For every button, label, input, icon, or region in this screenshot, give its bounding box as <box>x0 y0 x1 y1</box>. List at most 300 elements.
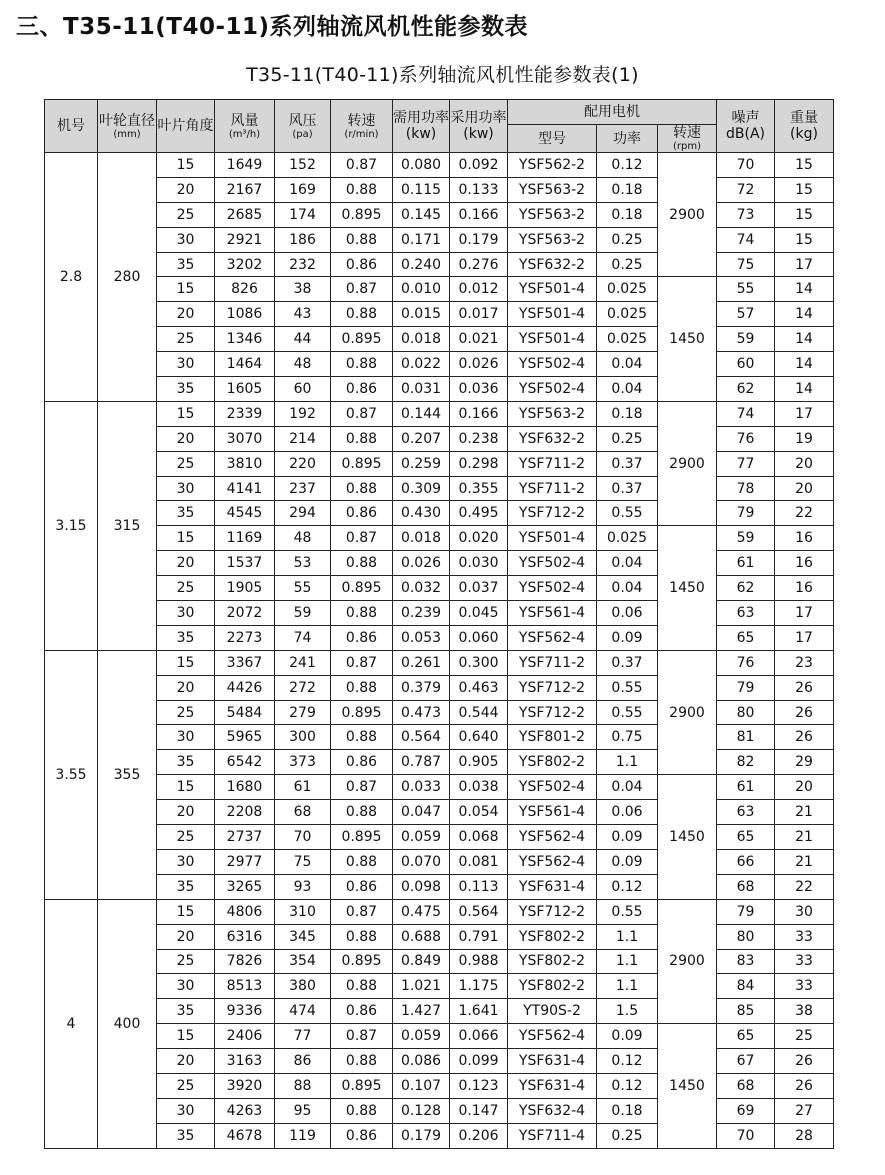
cell-speed: 0.88 <box>331 974 393 999</box>
header-pressure: 风压 (pa) <box>275 100 331 153</box>
cell-blade-angle: 25 <box>157 576 215 601</box>
cell-adopted-power: 0.791 <box>450 924 508 949</box>
cell-impeller-diameter: 400 <box>98 899 157 1148</box>
cell-speed: 0.88 <box>331 476 393 501</box>
cell-motor-power: 0.025 <box>597 277 658 302</box>
cell-motor-model: YSF562-2 <box>508 153 597 178</box>
cell-motor-model: YSF501-4 <box>508 277 597 302</box>
cell-pressure: 241 <box>275 650 331 675</box>
cell-blade-angle: 35 <box>157 377 215 402</box>
cell-required-power: 0.564 <box>393 725 450 750</box>
cell-motor-power: 0.04 <box>597 775 658 800</box>
cell-noise: 81 <box>717 725 775 750</box>
cell-impeller-diameter: 355 <box>98 650 157 899</box>
header-air-volume: 风量 (m³/h) <box>215 100 275 153</box>
cell-adopted-power: 1.641 <box>450 999 508 1024</box>
cell-adopted-power: 0.123 <box>450 1073 508 1098</box>
cell-required-power: 0.047 <box>393 800 450 825</box>
table-row <box>45 899 834 924</box>
cell-air-volume: 1346 <box>215 327 275 352</box>
cell-air-volume: 1905 <box>215 576 275 601</box>
cell-pressure: 373 <box>275 750 331 775</box>
cell-noise: 59 <box>717 327 775 352</box>
cell-air-volume: 4678 <box>215 1123 275 1148</box>
cell-noise: 62 <box>717 377 775 402</box>
cell-air-volume: 3920 <box>215 1073 275 1098</box>
cell-air-volume: 3810 <box>215 451 275 476</box>
cell-noise: 85 <box>717 999 775 1024</box>
cell-machine-no: 3.15 <box>45 401 98 650</box>
cell-air-volume: 2273 <box>215 625 275 650</box>
table-row <box>45 526 834 551</box>
cell-motor-model: YSF563-2 <box>508 202 597 227</box>
cell-required-power: 0.207 <box>393 426 450 451</box>
cell-speed: 0.895 <box>331 700 393 725</box>
cell-speed: 0.87 <box>331 277 393 302</box>
cell-noise: 82 <box>717 750 775 775</box>
cell-motor-model: YSF561-4 <box>508 800 597 825</box>
cell-pressure: 279 <box>275 700 331 725</box>
cell-noise: 84 <box>717 974 775 999</box>
cell-pressure: 186 <box>275 227 331 252</box>
cell-impeller-diameter: 280 <box>98 153 157 402</box>
cell-adopted-power: 0.300 <box>450 650 508 675</box>
cell-required-power: 0.145 <box>393 202 450 227</box>
cell-pressure: 272 <box>275 675 331 700</box>
cell-adopted-power: 0.045 <box>450 601 508 626</box>
cell-motor-speed: 1450 <box>658 1024 717 1148</box>
cell-weight: 26 <box>775 1049 834 1074</box>
cell-speed: 0.86 <box>331 1123 393 1148</box>
cell-adopted-power: 0.147 <box>450 1098 508 1123</box>
cell-motor-power: 0.25 <box>597 252 658 277</box>
cell-motor-power: 0.06 <box>597 800 658 825</box>
cell-motor-model: YSF563-2 <box>508 177 597 202</box>
cell-motor-power: 0.18 <box>597 1098 658 1123</box>
cell-required-power: 1.427 <box>393 999 450 1024</box>
cell-adopted-power: 0.463 <box>450 675 508 700</box>
header-impeller-diameter: 叶轮直径 (mm) <box>98 100 157 153</box>
cell-pressure: 169 <box>275 177 331 202</box>
cell-noise: 72 <box>717 177 775 202</box>
cell-blade-angle: 25 <box>157 949 215 974</box>
cell-weight: 29 <box>775 750 834 775</box>
cell-blade-angle: 15 <box>157 899 215 924</box>
cell-motor-model: YSF631-4 <box>508 1073 597 1098</box>
cell-blade-angle: 30 <box>157 352 215 377</box>
cell-blade-angle: 20 <box>157 800 215 825</box>
cell-pressure: 53 <box>275 551 331 576</box>
cell-speed: 0.87 <box>331 526 393 551</box>
cell-speed: 0.895 <box>331 1073 393 1098</box>
cell-weight: 26 <box>775 1073 834 1098</box>
cell-motor-model: YSF562-4 <box>508 825 597 850</box>
cell-required-power: 0.031 <box>393 377 450 402</box>
cell-required-power: 0.261 <box>393 650 450 675</box>
cell-weight: 17 <box>775 252 834 277</box>
cell-blade-angle: 35 <box>157 750 215 775</box>
cell-pressure: 95 <box>275 1098 331 1123</box>
cell-adopted-power: 0.066 <box>450 1024 508 1049</box>
cell-required-power: 0.473 <box>393 700 450 725</box>
cell-noise: 69 <box>717 1098 775 1123</box>
cell-pressure: 77 <box>275 1024 331 1049</box>
cell-blade-angle: 15 <box>157 775 215 800</box>
cell-motor-power: 0.37 <box>597 650 658 675</box>
cell-motor-speed: 1450 <box>658 526 717 650</box>
cell-weight: 14 <box>775 327 834 352</box>
cell-weight: 14 <box>775 277 834 302</box>
cell-motor-model: YSF502-4 <box>508 377 597 402</box>
cell-pressure: 192 <box>275 401 331 426</box>
cell-noise: 59 <box>717 526 775 551</box>
cell-pressure: 60 <box>275 377 331 402</box>
cell-motor-model: YSF632-2 <box>508 252 597 277</box>
cell-noise: 79 <box>717 675 775 700</box>
cell-speed: 0.88 <box>331 352 393 377</box>
cell-noise: 57 <box>717 302 775 327</box>
cell-weight: 19 <box>775 426 834 451</box>
cell-weight: 16 <box>775 526 834 551</box>
cell-adopted-power: 0.081 <box>450 849 508 874</box>
header-motor: 配用电机 <box>508 100 717 125</box>
cell-blade-angle: 35 <box>157 501 215 526</box>
cell-weight: 17 <box>775 625 834 650</box>
cell-air-volume: 2072 <box>215 601 275 626</box>
cell-blade-angle: 20 <box>157 177 215 202</box>
cell-noise: 67 <box>717 1049 775 1074</box>
cell-motor-power: 0.09 <box>597 825 658 850</box>
cell-adopted-power: 0.166 <box>450 401 508 426</box>
cell-machine-no: 3.55 <box>45 650 98 899</box>
cell-motor-model: YSF712-2 <box>508 899 597 924</box>
cell-air-volume: 3202 <box>215 252 275 277</box>
cell-adopted-power: 0.640 <box>450 725 508 750</box>
cell-motor-model: YSF631-4 <box>508 874 597 899</box>
cell-air-volume: 2167 <box>215 177 275 202</box>
cell-machine-no: 4 <box>45 899 98 1148</box>
cell-noise: 80 <box>717 700 775 725</box>
cell-motor-power: 0.025 <box>597 526 658 551</box>
cell-pressure: 48 <box>275 352 331 377</box>
cell-required-power: 0.688 <box>393 924 450 949</box>
cell-required-power: 0.018 <box>393 327 450 352</box>
cell-air-volume: 1537 <box>215 551 275 576</box>
cell-required-power: 0.379 <box>393 675 450 700</box>
cell-blade-angle: 30 <box>157 725 215 750</box>
cell-blade-angle: 20 <box>157 551 215 576</box>
cell-impeller-diameter: 315 <box>98 401 157 650</box>
cell-motor-power: 0.12 <box>597 1049 658 1074</box>
cell-motor-power: 0.25 <box>597 227 658 252</box>
cell-required-power: 0.018 <box>393 526 450 551</box>
cell-required-power: 0.239 <box>393 601 450 626</box>
cell-motor-model: YSF562-4 <box>508 625 597 650</box>
cell-motor-speed: 1450 <box>658 277 717 401</box>
cell-adopted-power: 1.175 <box>450 974 508 999</box>
cell-air-volume: 3265 <box>215 874 275 899</box>
cell-required-power: 0.022 <box>393 352 450 377</box>
cell-motor-model: YSF711-2 <box>508 451 597 476</box>
cell-speed: 0.88 <box>331 924 393 949</box>
cell-noise: 65 <box>717 825 775 850</box>
cell-motor-power: 0.75 <box>597 725 658 750</box>
cell-weight: 15 <box>775 177 834 202</box>
cell-required-power: 0.059 <box>393 1024 450 1049</box>
cell-pressure: 237 <box>275 476 331 501</box>
cell-weight: 26 <box>775 700 834 725</box>
header-noise: 噪声 dB(A) <box>717 100 775 153</box>
cell-weight: 30 <box>775 899 834 924</box>
cell-air-volume: 4806 <box>215 899 275 924</box>
cell-motor-model: YSF502-4 <box>508 775 597 800</box>
cell-pressure: 474 <box>275 999 331 1024</box>
cell-motor-power: 0.37 <box>597 451 658 476</box>
cell-speed: 0.87 <box>331 899 393 924</box>
cell-speed: 0.87 <box>331 153 393 178</box>
cell-noise: 74 <box>717 401 775 426</box>
cell-weight: 15 <box>775 153 834 178</box>
cell-adopted-power: 0.020 <box>450 526 508 551</box>
cell-pressure: 68 <box>275 800 331 825</box>
cell-motor-power: 0.12 <box>597 1073 658 1098</box>
cell-motor-speed: 2900 <box>658 899 717 1023</box>
cell-motor-power: 0.25 <box>597 426 658 451</box>
cell-blade-angle: 30 <box>157 601 215 626</box>
cell-pressure: 232 <box>275 252 331 277</box>
cell-air-volume: 6542 <box>215 750 275 775</box>
cell-motor-model: YSF632-4 <box>508 1098 597 1123</box>
table-row <box>45 650 834 675</box>
cell-required-power: 0.086 <box>393 1049 450 1074</box>
cell-pressure: 59 <box>275 601 331 626</box>
cell-required-power: 0.059 <box>393 825 450 850</box>
cell-machine-no: 2.8 <box>45 153 98 402</box>
cell-required-power: 0.032 <box>393 576 450 601</box>
cell-speed: 0.88 <box>331 302 393 327</box>
page-heading: 三、T35-11(T40-11)系列轴流风机性能参数表 <box>16 14 529 40</box>
cell-air-volume: 3367 <box>215 650 275 675</box>
cell-weight: 26 <box>775 675 834 700</box>
cell-noise: 80 <box>717 924 775 949</box>
cell-air-volume: 3070 <box>215 426 275 451</box>
cell-air-volume: 1605 <box>215 377 275 402</box>
cell-blade-angle: 15 <box>157 401 215 426</box>
cell-air-volume: 2737 <box>215 825 275 850</box>
cell-adopted-power: 0.037 <box>450 576 508 601</box>
cell-speed: 0.86 <box>331 750 393 775</box>
cell-pressure: 152 <box>275 153 331 178</box>
cell-noise: 76 <box>717 426 775 451</box>
cell-noise: 74 <box>717 227 775 252</box>
cell-blade-angle: 20 <box>157 675 215 700</box>
header-weight: 重量 (kg) <box>775 100 834 153</box>
cell-weight: 22 <box>775 874 834 899</box>
cell-adopted-power: 0.133 <box>450 177 508 202</box>
cell-required-power: 1.021 <box>393 974 450 999</box>
cell-blade-angle: 20 <box>157 426 215 451</box>
cell-weight: 22 <box>775 501 834 526</box>
cell-motor-model: YSF801-2 <box>508 725 597 750</box>
cell-blade-angle: 15 <box>157 277 215 302</box>
cell-noise: 73 <box>717 202 775 227</box>
cell-blade-angle: 30 <box>157 974 215 999</box>
cell-adopted-power: 0.166 <box>450 202 508 227</box>
cell-motor-power: 0.12 <box>597 153 658 178</box>
cell-air-volume: 4426 <box>215 675 275 700</box>
cell-motor-model: YT90S-2 <box>508 999 597 1024</box>
cell-motor-power: 0.09 <box>597 849 658 874</box>
cell-motor-model: YSF632-2 <box>508 426 597 451</box>
cell-weight: 20 <box>775 451 834 476</box>
cell-air-volume: 6316 <box>215 924 275 949</box>
cell-speed: 0.88 <box>331 177 393 202</box>
cell-air-volume: 2921 <box>215 227 275 252</box>
cell-blade-angle: 20 <box>157 302 215 327</box>
cell-noise: 79 <box>717 501 775 526</box>
cell-motor-model: YSF802-2 <box>508 974 597 999</box>
cell-adopted-power: 0.276 <box>450 252 508 277</box>
cell-adopted-power: 0.036 <box>450 377 508 402</box>
cell-motor-power: 1.1 <box>597 974 658 999</box>
cell-motor-model: YSF712-2 <box>508 501 597 526</box>
cell-required-power: 0.240 <box>393 252 450 277</box>
cell-adopted-power: 0.544 <box>450 700 508 725</box>
cell-speed: 0.88 <box>331 1098 393 1123</box>
cell-speed: 0.88 <box>331 849 393 874</box>
cell-blade-angle: 35 <box>157 1123 215 1148</box>
cell-blade-angle: 35 <box>157 252 215 277</box>
cell-required-power: 0.026 <box>393 551 450 576</box>
cell-motor-speed: 2900 <box>658 401 717 525</box>
cell-noise: 62 <box>717 576 775 601</box>
cell-blade-angle: 25 <box>157 700 215 725</box>
cell-pressure: 75 <box>275 849 331 874</box>
cell-motor-power: 0.025 <box>597 327 658 352</box>
cell-pressure: 345 <box>275 924 331 949</box>
cell-weight: 26 <box>775 725 834 750</box>
cell-blade-angle: 15 <box>157 526 215 551</box>
cell-noise: 65 <box>717 625 775 650</box>
cell-motor-power: 0.025 <box>597 302 658 327</box>
cell-required-power: 0.144 <box>393 401 450 426</box>
cell-motor-model: YSF712-2 <box>508 700 597 725</box>
cell-blade-angle: 15 <box>157 153 215 178</box>
cell-blade-angle: 25 <box>157 1073 215 1098</box>
cell-motor-model: YSF802-2 <box>508 949 597 974</box>
cell-air-volume: 2977 <box>215 849 275 874</box>
table-header <box>45 100 834 153</box>
cell-noise: 61 <box>717 775 775 800</box>
cell-pressure: 38 <box>275 277 331 302</box>
cell-motor-power: 0.04 <box>597 377 658 402</box>
cell-required-power: 0.171 <box>393 227 450 252</box>
cell-weight: 33 <box>775 924 834 949</box>
cell-adopted-power: 0.298 <box>450 451 508 476</box>
cell-required-power: 0.259 <box>393 451 450 476</box>
cell-motor-model: YSF711-4 <box>508 1123 597 1148</box>
cell-noise: 78 <box>717 476 775 501</box>
cell-speed: 0.88 <box>331 426 393 451</box>
cell-noise: 63 <box>717 601 775 626</box>
cell-speed: 0.895 <box>331 576 393 601</box>
cell-air-volume: 4545 <box>215 501 275 526</box>
cell-pressure: 294 <box>275 501 331 526</box>
cell-blade-angle: 30 <box>157 849 215 874</box>
cell-speed: 0.895 <box>331 825 393 850</box>
cell-motor-power: 0.55 <box>597 700 658 725</box>
cell-air-volume: 4263 <box>215 1098 275 1123</box>
cell-adopted-power: 0.905 <box>450 750 508 775</box>
cell-pressure: 43 <box>275 302 331 327</box>
cell-adopted-power: 0.054 <box>450 800 508 825</box>
cell-adopted-power: 0.238 <box>450 426 508 451</box>
cell-speed: 0.895 <box>331 202 393 227</box>
cell-blade-angle: 35 <box>157 999 215 1024</box>
cell-motor-power: 0.06 <box>597 601 658 626</box>
cell-pressure: 55 <box>275 576 331 601</box>
cell-motor-power: 0.12 <box>597 874 658 899</box>
cell-motor-model: YSF802-2 <box>508 750 597 775</box>
cell-motor-power: 0.55 <box>597 675 658 700</box>
cell-pressure: 354 <box>275 949 331 974</box>
cell-air-volume: 2406 <box>215 1024 275 1049</box>
cell-weight: 20 <box>775 775 834 800</box>
cell-motor-model: YSF502-4 <box>508 551 597 576</box>
cell-speed: 0.86 <box>331 625 393 650</box>
cell-speed: 0.895 <box>331 451 393 476</box>
cell-motor-speed: 2900 <box>658 650 717 774</box>
cell-speed: 0.88 <box>331 551 393 576</box>
cell-pressure: 74 <box>275 625 331 650</box>
table-title: T35-11(T40-11)系列轴流风机性能参数表(1) <box>246 64 639 86</box>
cell-air-volume: 1086 <box>215 302 275 327</box>
cell-noise: 68 <box>717 874 775 899</box>
cell-weight: 27 <box>775 1098 834 1123</box>
cell-noise: 83 <box>717 949 775 974</box>
cell-motor-power: 0.25 <box>597 1123 658 1148</box>
cell-speed: 0.86 <box>331 874 393 899</box>
cell-air-volume: 1649 <box>215 153 275 178</box>
cell-motor-power: 1.1 <box>597 924 658 949</box>
cell-pressure: 86 <box>275 1049 331 1074</box>
cell-required-power: 0.098 <box>393 874 450 899</box>
cell-air-volume: 826 <box>215 277 275 302</box>
cell-motor-power: 0.55 <box>597 899 658 924</box>
cell-motor-power: 0.04 <box>597 551 658 576</box>
cell-speed: 0.87 <box>331 650 393 675</box>
cell-blade-angle: 20 <box>157 924 215 949</box>
table-row <box>45 153 834 178</box>
cell-weight: 21 <box>775 800 834 825</box>
cell-weight: 17 <box>775 601 834 626</box>
cell-motor-model: YSF562-4 <box>508 1024 597 1049</box>
cell-motor-power: 1.1 <box>597 750 658 775</box>
cell-weight: 16 <box>775 551 834 576</box>
cell-pressure: 61 <box>275 775 331 800</box>
cell-blade-angle: 35 <box>157 625 215 650</box>
cell-pressure: 300 <box>275 725 331 750</box>
cell-motor-model: YSF631-4 <box>508 1049 597 1074</box>
cell-weight: 21 <box>775 849 834 874</box>
cell-adopted-power: 0.355 <box>450 476 508 501</box>
cell-weight: 20 <box>775 476 834 501</box>
cell-motor-power: 0.37 <box>597 476 658 501</box>
cell-speed: 0.86 <box>331 501 393 526</box>
cell-motor-power: 0.04 <box>597 576 658 601</box>
cell-speed: 0.88 <box>331 601 393 626</box>
cell-motor-power: 0.18 <box>597 401 658 426</box>
